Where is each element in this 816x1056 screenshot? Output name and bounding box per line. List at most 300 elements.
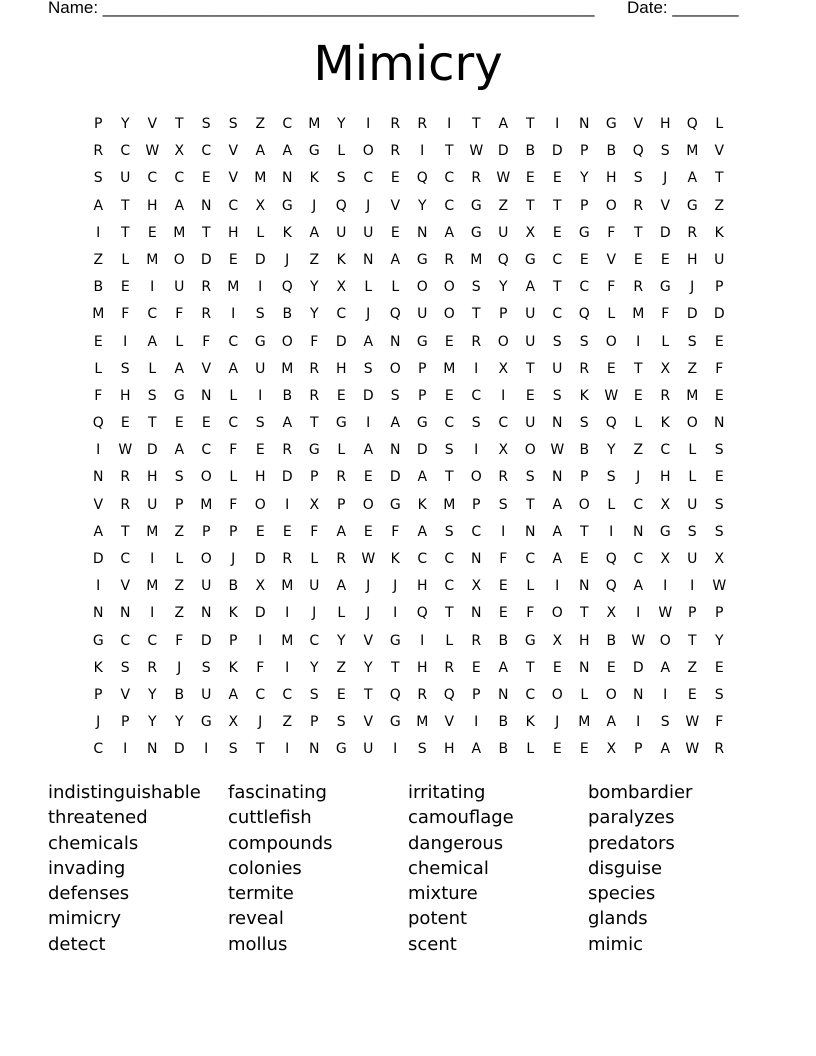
grid-letter[interactable]: D <box>254 551 267 567</box>
grid-letter[interactable]: T <box>309 415 320 432</box>
grid-letter[interactable]: N <box>579 659 590 676</box>
grid-letter[interactable]: P <box>337 496 346 513</box>
grid-letter[interactable]: O <box>524 442 537 459</box>
grid-letter[interactable]: A <box>687 170 698 187</box>
grid-letter[interactable]: G <box>389 632 402 649</box>
grid-letter[interactable]: C <box>525 686 536 703</box>
grid-letter[interactable]: F <box>310 333 319 350</box>
grid-letter[interactable]: M <box>227 279 240 296</box>
grid-letter[interactable]: E <box>579 741 590 758</box>
grid-letter[interactable]: E <box>336 686 347 703</box>
grid-letter[interactable]: G <box>470 197 483 214</box>
grid-letter[interactable]: E <box>660 251 671 268</box>
grid-letter[interactable]: F <box>526 605 535 622</box>
grid-letter[interactable]: O <box>605 686 618 703</box>
grid-letter[interactable]: A <box>417 523 428 540</box>
grid-letter[interactable]: J <box>366 306 371 323</box>
grid-letter[interactable]: O <box>416 279 429 296</box>
grid-letter[interactable]: T <box>525 360 536 377</box>
grid-letter[interactable]: L <box>229 469 238 486</box>
grid-letter[interactable]: V <box>93 496 104 513</box>
grid-letter[interactable]: D <box>362 387 375 404</box>
grid-letter[interactable]: E <box>444 387 455 404</box>
grid-letter[interactable]: Q <box>281 279 294 296</box>
grid-letter[interactable]: X <box>552 632 563 649</box>
grid-letter[interactable]: E <box>714 659 725 676</box>
grid-letter[interactable]: L <box>337 143 346 160</box>
grid-letter[interactable]: N <box>633 686 644 703</box>
grid-letter[interactable]: G <box>200 714 213 731</box>
grid-letter[interactable]: O <box>281 333 294 350</box>
grid-letter[interactable]: B <box>174 686 185 703</box>
grid-letter[interactable]: P <box>175 496 184 513</box>
grid-letter[interactable]: R <box>471 333 482 350</box>
grid-letter[interactable]: N <box>471 551 482 567</box>
grid-letter[interactable]: T <box>552 197 563 214</box>
grid-letter[interactable]: C <box>444 578 455 595</box>
grid-letter[interactable]: P <box>715 279 724 296</box>
grid-letter[interactable]: T <box>390 659 401 676</box>
grid-letter[interactable]: S <box>93 170 104 187</box>
grid-letter[interactable]: R <box>336 469 347 486</box>
grid-letter[interactable]: S <box>336 170 347 187</box>
grid-letter[interactable]: B <box>498 632 509 649</box>
grid-letter[interactable]: A <box>606 714 617 731</box>
grid-letter[interactable]: N <box>282 170 293 187</box>
grid-letter[interactable]: E <box>120 279 131 296</box>
grid-letter[interactable]: J <box>177 659 182 676</box>
grid-letter[interactable]: F <box>607 279 616 296</box>
grid-letter[interactable]: N <box>633 523 644 540</box>
grid-letter[interactable]: R <box>687 224 698 241</box>
grid-letter[interactable]: C <box>417 551 428 567</box>
grid-letter[interactable]: I <box>285 741 290 758</box>
grid-letter[interactable]: S <box>120 659 131 676</box>
grid-letter[interactable]: P <box>202 523 211 540</box>
grid-letter[interactable]: S <box>687 523 698 540</box>
grid-letter[interactable]: K <box>525 714 536 731</box>
grid-letter[interactable]: E <box>444 333 455 350</box>
grid-letter[interactable]: O <box>200 551 213 567</box>
grid-letter[interactable]: K <box>336 251 347 268</box>
grid-letter[interactable]: N <box>120 605 131 622</box>
grid-letter[interactable]: L <box>337 442 346 459</box>
grid-letter[interactable]: X <box>498 442 509 459</box>
grid-letter[interactable]: C <box>498 415 509 432</box>
grid-letter[interactable]: H <box>335 360 348 377</box>
grid-letter[interactable]: X <box>660 496 671 513</box>
grid-letter[interactable]: T <box>444 469 455 486</box>
grid-letter[interactable]: G <box>659 279 672 296</box>
grid-letter[interactable]: I <box>366 116 371 132</box>
grid-letter[interactable]: T <box>120 224 131 241</box>
grid-letter[interactable]: J <box>312 197 317 214</box>
grid-letter[interactable]: R <box>147 659 158 676</box>
grid-letter[interactable]: K <box>228 605 239 622</box>
grid-letter[interactable]: M <box>281 632 294 649</box>
grid-letter[interactable]: D <box>389 469 402 486</box>
grid-letter[interactable]: S <box>417 741 428 758</box>
grid-letter[interactable]: T <box>552 279 563 296</box>
grid-letter[interactable]: D <box>416 442 429 459</box>
grid-letter[interactable]: Q <box>389 306 402 323</box>
grid-letter[interactable]: U <box>525 415 536 432</box>
grid-letter[interactable]: Q <box>389 686 402 703</box>
grid-letter[interactable]: X <box>714 551 725 567</box>
grid-letter[interactable]: D <box>254 605 267 622</box>
grid-letter[interactable]: W <box>658 605 673 622</box>
grid-letter[interactable]: R <box>336 551 347 567</box>
grid-letter[interactable]: P <box>580 197 589 214</box>
grid-letter[interactable]: U <box>687 496 698 513</box>
grid-letter[interactable]: R <box>120 469 131 486</box>
grid-letter[interactable]: I <box>258 387 263 404</box>
grid-letter[interactable]: U <box>336 224 347 241</box>
grid-letter[interactable]: U <box>255 360 266 377</box>
grid-letter[interactable]: F <box>202 333 211 350</box>
grid-letter[interactable]: A <box>174 442 185 459</box>
grid-letter[interactable]: R <box>633 279 644 296</box>
grid-letter[interactable]: O <box>605 333 618 350</box>
grid-letter[interactable]: F <box>94 387 103 404</box>
grid-letter[interactable]: G <box>524 632 537 649</box>
grid-letter[interactable]: Q <box>335 197 348 214</box>
grid-letter[interactable]: E <box>363 523 374 540</box>
grid-letter[interactable]: U <box>201 686 212 703</box>
grid-letter[interactable]: U <box>174 279 185 296</box>
grid-letter[interactable]: A <box>282 415 293 432</box>
grid-letter[interactable]: K <box>282 224 293 241</box>
grid-letter[interactable]: O <box>443 279 456 296</box>
grid-letter[interactable]: I <box>285 496 290 513</box>
grid-letter[interactable]: E <box>525 387 536 404</box>
grid-letter[interactable]: G <box>173 387 186 404</box>
grid-letter[interactable]: E <box>498 578 509 595</box>
grid-letter[interactable]: M <box>173 224 186 241</box>
grid-letter[interactable]: I <box>474 714 479 731</box>
grid-letter[interactable]: C <box>282 116 293 132</box>
grid-letter[interactable]: V <box>120 578 131 595</box>
grid-letter[interactable]: J <box>366 197 371 214</box>
grid-letter[interactable]: P <box>499 306 508 323</box>
grid-letter[interactable]: I <box>636 333 641 350</box>
grid-letter[interactable]: C <box>444 415 455 432</box>
grid-letter[interactable]: I <box>150 551 155 567</box>
grid-letter[interactable]: U <box>363 224 374 241</box>
grid-letter[interactable]: Y <box>174 714 185 731</box>
grid-letter[interactable]: J <box>285 251 290 268</box>
grid-letter[interactable]: V <box>201 360 212 377</box>
grid-letter[interactable]: D <box>254 251 267 268</box>
grid-letter[interactable]: C <box>309 632 320 649</box>
grid-letter[interactable]: B <box>282 387 293 404</box>
grid-letter[interactable]: M <box>686 143 699 160</box>
grid-letter[interactable]: G <box>389 496 402 513</box>
grid-letter[interactable]: O <box>200 469 213 486</box>
grid-letter[interactable]: C <box>552 251 563 268</box>
grid-letter[interactable]: T <box>525 496 536 513</box>
grid-letter[interactable]: S <box>579 333 590 350</box>
grid-letter[interactable]: Z <box>714 197 725 214</box>
grid-letter[interactable]: I <box>231 306 236 323</box>
grid-letter[interactable]: S <box>201 659 212 676</box>
grid-letter[interactable]: S <box>552 387 563 404</box>
grid-letter[interactable]: A <box>336 523 347 540</box>
grid-letter[interactable]: D <box>173 741 186 758</box>
grid-letter[interactable]: L <box>175 333 184 350</box>
grid-letter[interactable]: B <box>606 143 617 160</box>
grid-letter[interactable]: T <box>525 659 536 676</box>
grid-letter[interactable]: D <box>200 251 213 268</box>
grid-letter[interactable]: I <box>555 578 560 595</box>
grid-letter[interactable]: P <box>472 686 481 703</box>
grid-letter[interactable]: B <box>93 279 104 296</box>
grid-letter[interactable]: K <box>390 551 401 567</box>
grid-letter[interactable]: D <box>659 224 672 241</box>
grid-letter[interactable]: N <box>93 605 104 622</box>
grid-letter[interactable]: F <box>175 632 184 649</box>
grid-letter[interactable]: G <box>524 251 537 268</box>
grid-letter[interactable]: F <box>499 551 508 567</box>
grid-letter[interactable]: G <box>578 224 591 241</box>
grid-letter[interactable]: E <box>336 387 347 404</box>
grid-letter[interactable]: S <box>309 686 320 703</box>
grid-letter[interactable]: R <box>444 659 455 676</box>
grid-letter[interactable]: C <box>201 143 212 160</box>
grid-letter[interactable]: J <box>258 714 263 731</box>
grid-letter[interactable]: H <box>146 469 159 486</box>
grid-letter[interactable]: N <box>714 415 725 432</box>
grid-letter[interactable]: A <box>336 578 347 595</box>
grid-letter[interactable]: D <box>146 442 159 459</box>
grid-letter[interactable]: Q <box>92 415 105 432</box>
grid-letter[interactable]: U <box>417 306 428 323</box>
grid-letter[interactable]: I <box>474 442 479 459</box>
grid-letter[interactable]: F <box>715 360 724 377</box>
grid-letter[interactable]: H <box>686 251 699 268</box>
grid-letter[interactable]: P <box>634 741 643 758</box>
grid-letter[interactable]: Z <box>687 360 698 377</box>
grid-letter[interactable]: E <box>228 251 239 268</box>
grid-letter[interactable]: D <box>713 306 726 323</box>
grid-letter[interactable]: N <box>417 224 428 241</box>
grid-letter[interactable]: L <box>688 442 697 459</box>
grid-letter[interactable]: N <box>93 469 104 486</box>
grid-letter[interactable]: S <box>390 387 401 404</box>
grid-letter[interactable]: N <box>309 741 320 758</box>
grid-letter[interactable]: H <box>416 578 429 595</box>
grid-letter[interactable]: F <box>391 523 400 540</box>
grid-letter[interactable]: S <box>714 442 725 459</box>
grid-letter[interactable]: N <box>201 605 212 622</box>
grid-letter[interactable]: G <box>308 442 321 459</box>
grid-letter[interactable]: T <box>525 116 536 132</box>
grid-letter[interactable]: E <box>714 387 725 404</box>
grid-letter[interactable]: F <box>715 714 724 731</box>
grid-letter[interactable]: L <box>175 551 184 567</box>
grid-letter[interactable]: E <box>147 224 158 241</box>
grid-letter[interactable]: G <box>605 116 618 132</box>
grid-letter[interactable]: D <box>92 551 105 567</box>
grid-letter[interactable]: S <box>255 415 266 432</box>
grid-letter[interactable]: I <box>393 605 398 622</box>
grid-letter[interactable]: I <box>285 605 290 622</box>
grid-letter[interactable]: A <box>660 741 671 758</box>
grid-letter[interactable]: T <box>471 306 482 323</box>
grid-letter[interactable]: V <box>228 170 239 187</box>
grid-letter[interactable]: A <box>93 523 104 540</box>
grid-letter[interactable]: A <box>147 333 158 350</box>
grid-letter[interactable]: S <box>471 415 482 432</box>
grid-letter[interactable]: D <box>551 143 564 160</box>
grid-letter[interactable]: W <box>469 143 484 160</box>
grid-letter[interactable]: G <box>659 523 672 540</box>
grid-letter[interactable]: Z <box>174 578 185 595</box>
grid-letter[interactable]: A <box>363 333 374 350</box>
grid-letter[interactable]: C <box>228 415 239 432</box>
grid-letter[interactable]: A <box>228 360 239 377</box>
grid-letter[interactable]: S <box>687 333 698 350</box>
grid-letter[interactable]: H <box>659 116 672 132</box>
grid-letter[interactable]: E <box>714 333 725 350</box>
grid-letter[interactable]: Q <box>632 143 645 160</box>
grid-letter[interactable]: C <box>336 306 347 323</box>
grid-letter[interactable]: M <box>308 116 321 132</box>
grid-letter[interactable]: C <box>228 333 239 350</box>
grid-letter[interactable]: J <box>663 170 668 187</box>
grid-letter[interactable]: V <box>390 197 401 214</box>
grid-letter[interactable]: N <box>363 251 374 268</box>
grid-letter[interactable]: Z <box>309 251 320 268</box>
grid-letter[interactable]: E <box>552 741 563 758</box>
grid-letter[interactable]: H <box>659 469 672 486</box>
grid-letter[interactable]: V <box>120 686 131 703</box>
grid-letter[interactable]: M <box>92 306 105 323</box>
grid-letter[interactable]: I <box>636 714 641 731</box>
grid-letter[interactable]: N <box>201 387 212 404</box>
grid-letter[interactable]: S <box>660 714 671 731</box>
grid-letter[interactable]: F <box>175 306 184 323</box>
grid-letter[interactable]: M <box>281 360 294 377</box>
grid-letter[interactable]: L <box>94 360 103 377</box>
grid-letter[interactable]: F <box>607 224 616 241</box>
grid-letter[interactable]: M <box>578 714 591 731</box>
grid-letter[interactable]: Y <box>606 442 617 459</box>
grid-letter[interactable]: J <box>555 714 560 731</box>
grid-letter[interactable]: C <box>444 170 455 187</box>
grid-letter[interactable]: V <box>363 632 374 649</box>
grid-letter[interactable]: K <box>714 224 725 241</box>
grid-letter[interactable]: L <box>148 360 157 377</box>
grid-letter[interactable]: X <box>174 143 185 160</box>
grid-letter[interactable]: U <box>498 224 509 241</box>
grid-letter[interactable]: E <box>174 415 185 432</box>
grid-letter[interactable]: E <box>471 659 482 676</box>
grid-letter[interactable]: I <box>150 279 155 296</box>
grid-letter[interactable]: W <box>118 442 133 459</box>
grid-letter[interactable]: I <box>393 741 398 758</box>
grid-letter[interactable]: E <box>255 523 266 540</box>
grid-letter[interactable]: Z <box>687 659 698 676</box>
grid-letter[interactable]: L <box>526 578 535 595</box>
grid-letter[interactable]: B <box>498 714 509 731</box>
grid-letter[interactable]: Q <box>686 116 699 132</box>
grid-letter[interactable]: B <box>579 442 590 459</box>
grid-letter[interactable]: Q <box>443 686 456 703</box>
grid-letter[interactable]: Y <box>147 714 158 731</box>
grid-letter[interactable]: B <box>525 143 536 160</box>
grid-letter[interactable]: I <box>258 632 263 649</box>
grid-letter[interactable]: U <box>363 741 374 758</box>
grid-letter[interactable]: Z <box>174 523 185 540</box>
grid-letter[interactable]: X <box>498 360 509 377</box>
grid-letter[interactable]: A <box>228 686 239 703</box>
grid-letter[interactable]: P <box>688 605 697 622</box>
grid-letter[interactable]: G <box>416 415 429 432</box>
grid-letter[interactable]: P <box>94 686 103 703</box>
grid-letter[interactable]: E <box>93 333 104 350</box>
grid-letter[interactable]: S <box>228 741 239 758</box>
grid-letter[interactable]: Y <box>309 659 320 676</box>
grid-letter[interactable]: P <box>229 632 238 649</box>
grid-letter[interactable]: R <box>633 197 644 214</box>
grid-letter[interactable]: F <box>661 306 670 323</box>
grid-letter[interactable]: H <box>254 469 267 486</box>
grid-letter[interactable]: S <box>120 360 131 377</box>
grid-letter[interactable]: P <box>580 469 589 486</box>
grid-letter[interactable]: A <box>471 741 482 758</box>
grid-letter[interactable]: N <box>552 415 563 432</box>
grid-letter[interactable]: A <box>174 360 185 377</box>
grid-letter[interactable]: H <box>416 659 429 676</box>
grid-letter[interactable]: T <box>255 741 266 758</box>
grid-letter[interactable]: P <box>310 469 319 486</box>
grid-letter[interactable]: O <box>686 415 699 432</box>
grid-letter[interactable]: J <box>690 279 695 296</box>
grid-letter[interactable]: L <box>688 469 697 486</box>
grid-letter[interactable]: M <box>443 496 456 513</box>
grid-letter[interactable]: I <box>447 116 452 132</box>
grid-letter[interactable]: I <box>501 523 506 540</box>
grid-letter[interactable]: O <box>659 632 672 649</box>
grid-letter[interactable]: L <box>607 306 616 323</box>
grid-letter[interactable]: P <box>715 605 724 622</box>
grid-letter[interactable]: W <box>361 551 376 567</box>
grid-letter[interactable]: W <box>550 442 565 459</box>
grid-letter[interactable]: E <box>633 387 644 404</box>
grid-letter[interactable]: O <box>578 496 591 513</box>
grid-letter[interactable]: N <box>147 741 158 758</box>
grid-letter[interactable]: M <box>146 523 159 540</box>
grid-letter[interactable]: C <box>633 496 644 513</box>
grid-letter[interactable]: L <box>580 686 589 703</box>
grid-letter[interactable]: T <box>633 360 644 377</box>
grid-letter[interactable]: A <box>309 224 320 241</box>
grid-letter[interactable]: E <box>390 224 401 241</box>
grid-letter[interactable]: R <box>417 686 428 703</box>
grid-letter[interactable]: Y <box>309 279 320 296</box>
grid-letter[interactable]: I <box>96 442 101 459</box>
grid-letter[interactable]: R <box>93 143 104 160</box>
grid-letter[interactable]: U <box>147 496 158 513</box>
grid-letter[interactable]: E <box>579 251 590 268</box>
grid-letter[interactable]: B <box>606 632 617 649</box>
grid-letter[interactable]: R <box>444 251 455 268</box>
grid-letter[interactable]: A <box>498 116 509 132</box>
grid-letter[interactable]: Y <box>336 632 347 649</box>
grid-letter[interactable]: G <box>389 714 402 731</box>
grid-letter[interactable]: T <box>444 605 455 622</box>
